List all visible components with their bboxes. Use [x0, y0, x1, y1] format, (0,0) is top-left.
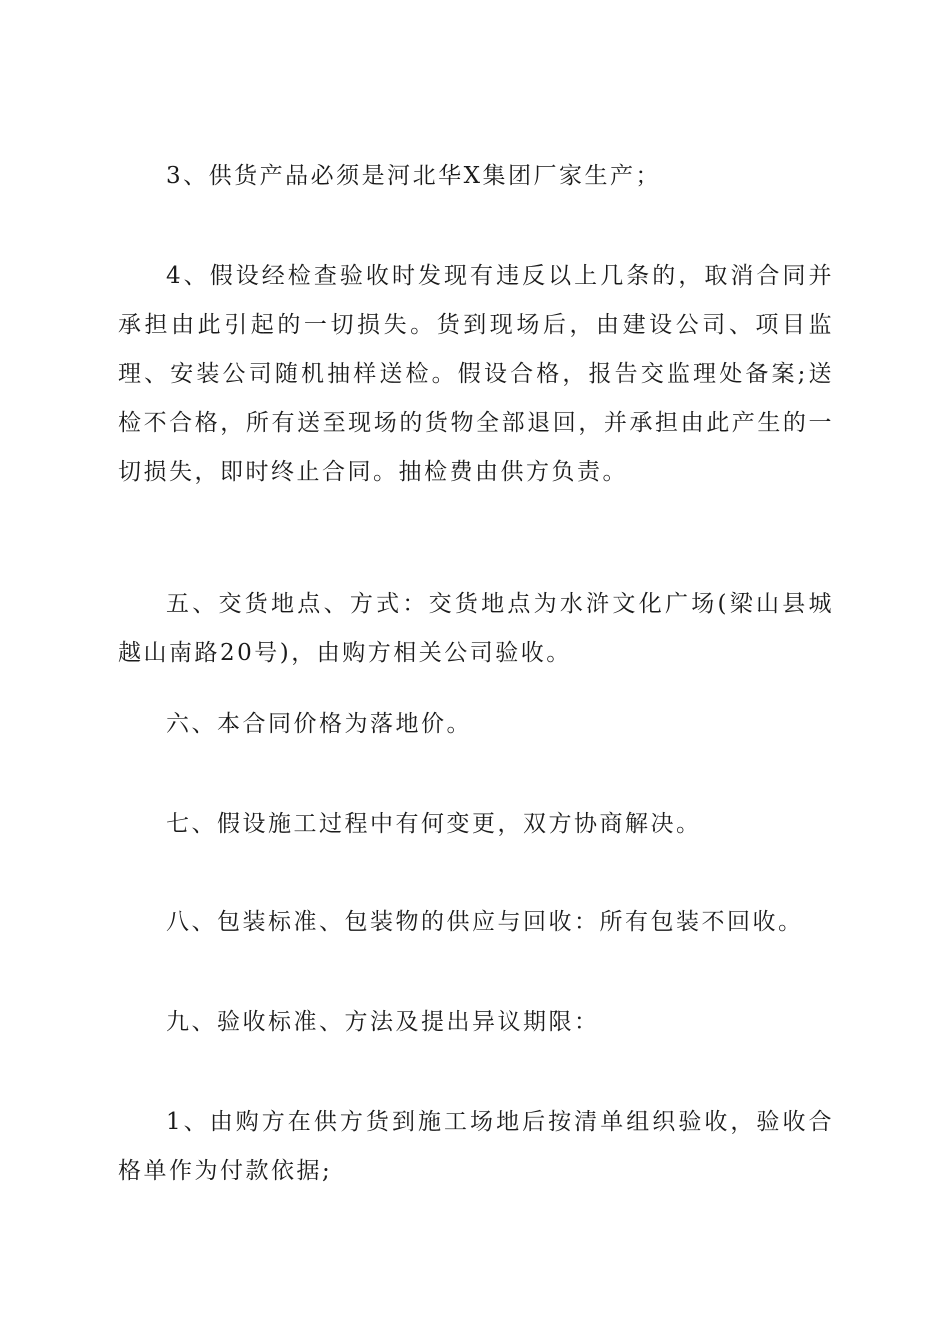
section-8-packaging: 八、包装标准、包装物的供应与回收：所有包装不回收。	[166, 909, 804, 935]
clause-3-supplier: 3、供货产品必须是河北华X集团厂家生产；	[166, 163, 662, 189]
clause-4-inspection: 4、假设经检查验收时发现有违反以上几条的，取消合同并承担由此引起的一切损失。货到现场后，由建设公司、项目监理、安装公司随机抽样送检。假设合格，报告交监理处备案;送检不合格，所有送至现场的货物全部退回，并承担由此产生的一切损失，即时终止合同。抽检费由供方负责。	[118, 263, 834, 485]
section-7-changes: 七、假设施工过程中有何变更，双方协商解决。	[166, 811, 702, 837]
section-9-acceptance-heading: 九、验收标准、方法及提出异议期限：	[166, 1009, 600, 1035]
section-6-price: 六、本合同价格为落地价。	[166, 711, 472, 737]
section-5-delivery: 五、交货地点、方式：交货地点为水浒文化广场(梁山县城越山南路20号)，由购方相关公司验收。	[118, 591, 834, 666]
clause-1-acceptance: 1、由购方在供方货到施工场地后按清单组织验收，验收合格单作为付款依据;	[118, 1109, 834, 1184]
